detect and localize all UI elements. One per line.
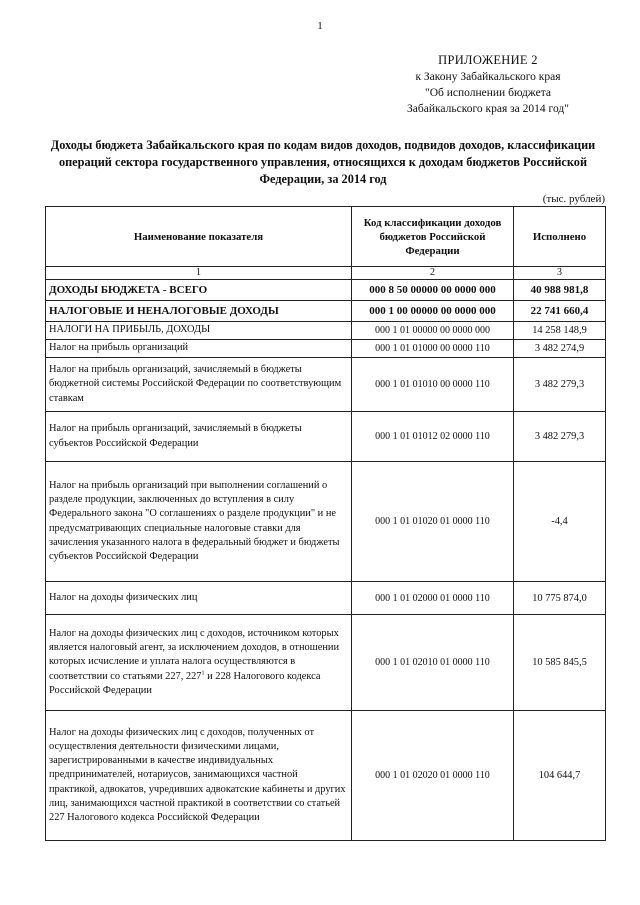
- table-row: [46, 582, 606, 615]
- row-code: 000 1 01 01020 01 0000 110: [352, 462, 514, 582]
- row-name: ДОХОДЫ БЮДЖЕТА - ВСЕГО: [46, 280, 352, 301]
- row-name-tail: и 228 Налогового кодекса Российской Федерации: [49, 670, 321, 696]
- row-value: 3 482 279,3: [514, 412, 606, 462]
- column-number: 2: [352, 267, 514, 280]
- table-row: [46, 412, 606, 462]
- header-value: Исполнено: [514, 207, 606, 267]
- header-code: Код классификации доходов бюджетов Российской Федерации: [352, 207, 514, 267]
- table-row: [46, 615, 606, 711]
- table-row: [46, 462, 606, 582]
- appendix-title: ПРИЛОЖЕНИЕ 2: [438, 53, 538, 67]
- row-code: 000 8 50 00000 00 0000 000: [352, 280, 514, 301]
- column-number: 1: [46, 267, 352, 280]
- superscript: 1: [201, 670, 205, 677]
- row-value: 40 988 981,8: [514, 280, 606, 301]
- row-code: 000 1 01 00000 00 0000 000: [352, 322, 514, 340]
- row-value: 3 482 279,3: [514, 358, 606, 412]
- table-row: [46, 280, 606, 301]
- table-header-row: [46, 207, 606, 267]
- row-value: -4,4: [514, 462, 606, 582]
- header-name: Наименование показателя: [46, 207, 352, 267]
- table-row: [46, 322, 606, 340]
- row-code: 000 1 01 02010 01 0000 110: [352, 615, 514, 711]
- row-name: [46, 615, 352, 711]
- row-name: Налог на доходы физических лиц с доходов, полученных от осуществления деятельности физическими лицами, зарегистрированными в качестве индивидуальных предпринимателей, нотариусов, занимающихся частной практикой, адвокатов, учредивших адвокатские кабинеты и других лиц, занимающихся частной практикой в соответствии со статьей 227 Налогового кодекса Российской Федерации: [46, 711, 352, 841]
- units-label: (тыс. рублей): [542, 193, 605, 205]
- row-code: 000 1 01 01010 00 0000 110: [352, 358, 514, 412]
- column-number-row: [46, 267, 606, 280]
- row-name: Налог на прибыль организаций, зачисляемый в бюджеты субъектов Российской Федерации: [46, 412, 352, 462]
- row-value: 22 741 660,4: [514, 301, 606, 322]
- appendix-line: Забайкальского края за 2014 год": [407, 103, 569, 115]
- page-number: 1: [317, 20, 323, 32]
- row-code: 000 1 01 01012 02 0000 110: [352, 412, 514, 462]
- row-name: Налог на прибыль организаций при выполнении соглашений о разделе продукции, заключенных до вступления в силу Федерального закона "О соглашениях о разделе продукции" и не предусматривающих специальные налоговые ставки для зачисления указанного налога в федеральный бюджет и бюджеты субъектов Российской Федерации: [46, 462, 352, 582]
- row-name: Налог на доходы физических лиц: [46, 582, 352, 615]
- row-code: 000 1 00 00000 00 0000 000: [352, 301, 514, 322]
- document-title: Доходы бюджета Забайкальского края по кодам видов доходов, подвидов доходов, классификации операций сектора государственного управления, относящихся к доходам бюджетов Российской Федерации, за 2014 год: [50, 138, 596, 186]
- appendix-line: к Закону Забайкальского края: [415, 71, 561, 83]
- row-name: НАЛОГОВЫЕ И НЕНАЛОГОВЫЕ ДОХОДЫ: [46, 301, 352, 322]
- table-row: [46, 358, 606, 412]
- row-name-text: Налог на доходы физических лиц с доходов, источником которых является налоговый агент, за исключением доходов, в отношении которых исчисление и уплата налога осуществляются в соответствии со статьями 227, 227: [49, 627, 340, 682]
- row-value: 14 258 148,9: [514, 322, 606, 340]
- table-row: [46, 340, 606, 358]
- appendix-block: [388, 52, 588, 117]
- column-number: 3: [514, 267, 606, 280]
- row-value: 10 775 874,0: [514, 582, 606, 615]
- row-name: Налог на прибыль организаций, зачисляемый в бюджеты бюджетной системы Российской Федерации по соответствующим ставкам: [46, 358, 352, 412]
- row-code: 000 1 01 02020 01 0000 110: [352, 711, 514, 841]
- row-value: 3 482 274,9: [514, 340, 606, 358]
- row-name: НАЛОГИ НА ПРИБЫЛЬ, ДОХОДЫ: [46, 322, 352, 340]
- row-code: 000 1 01 01000 00 0000 110: [352, 340, 514, 358]
- row-value: 104 644,7: [514, 711, 606, 841]
- table-row: [46, 301, 606, 322]
- table-row: [46, 711, 606, 841]
- row-value: 10 585 845,5: [514, 615, 606, 711]
- appendix-line: "Об исполнении бюджета: [425, 87, 551, 99]
- revenue-table: [45, 206, 606, 841]
- row-name: Налог на прибыль организаций: [46, 340, 352, 358]
- row-code: 000 1 01 02000 01 0000 110: [352, 582, 514, 615]
